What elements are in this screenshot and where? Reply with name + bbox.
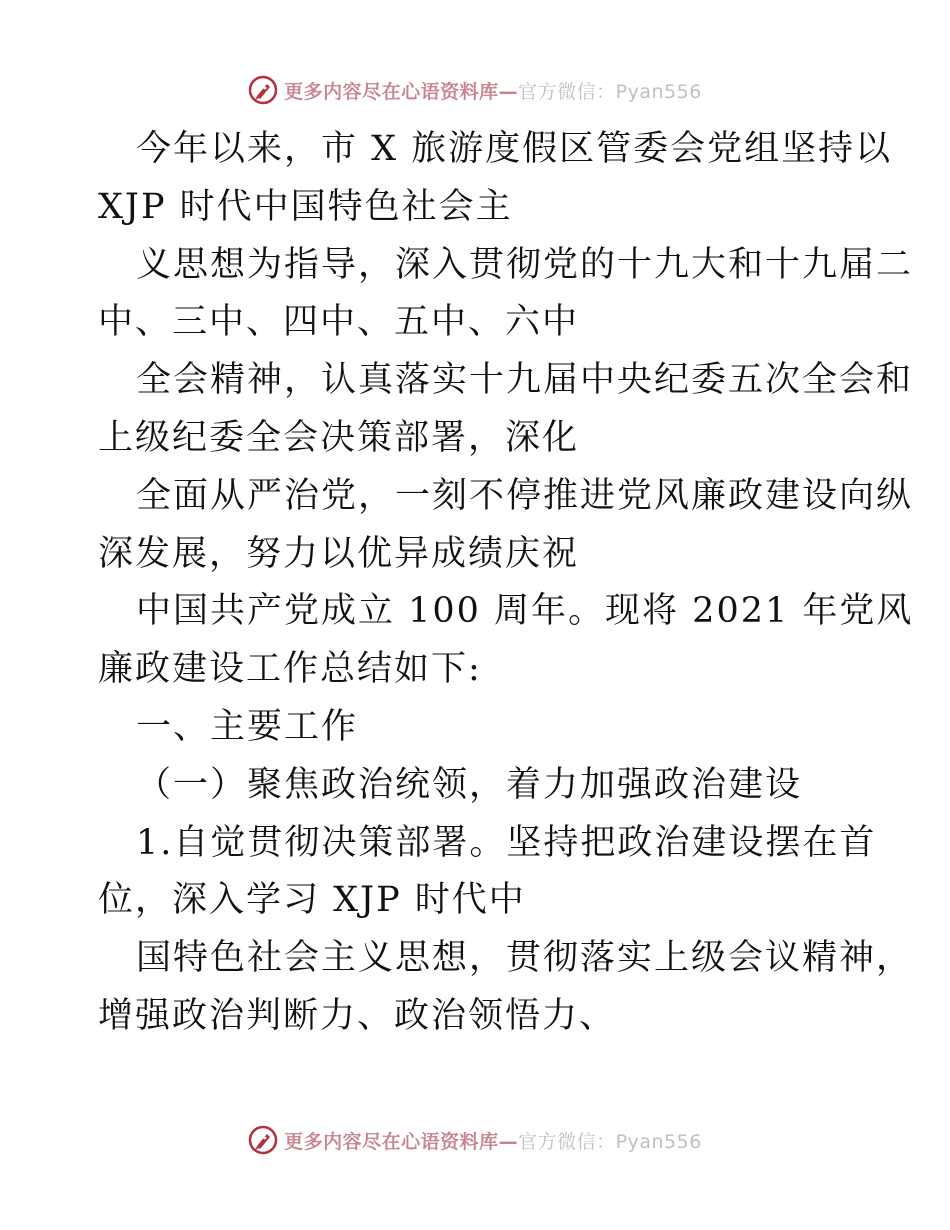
- banner-text: 更多内容尽在心语资料库—官方微信：Pyan556: [284, 1130, 702, 1153]
- wechat-text: 官方微信：Pyan556: [518, 1130, 702, 1153]
- fountain-pen-logo-icon: [248, 1125, 278, 1155]
- wechat-text: 官方微信：Pyan556: [518, 80, 702, 103]
- paragraph-line: 中国共产党成立 100 周年。现将 2021 年党风: [136, 591, 914, 632]
- paragraph-line: XJP 时代中国特色社会主: [98, 186, 513, 227]
- paragraph-line: 全面从严治党，一刻不停推进党风廉政建设向纵: [136, 475, 914, 516]
- paragraph-line: 1.自觉贯彻决策部署。坚持把政治建设摆在首: [136, 822, 877, 863]
- paragraph-line: 国特色社会主义思想，贯彻落实上级会议精神，: [136, 938, 914, 979]
- subsection-heading: （一）聚焦政治统领，着力加强政治建设: [136, 764, 803, 805]
- footer-banner: [0, 1122, 950, 1158]
- paragraph-line: 全会精神，认真落实十九届中央纪委五次全会和: [136, 360, 914, 401]
- paragraph-line: 中、三中、四中、五中、六中: [98, 302, 580, 343]
- paragraph-line: 今年以来，市 X 旅游度假区管委会党组坚持以: [136, 129, 893, 169]
- document-body: [98, 121, 914, 1046]
- paragraph-line: 位，深入学习 XJP 时代中: [98, 880, 526, 921]
- paragraph-line: 上级纪委全会决策部署，深化: [98, 417, 580, 458]
- fountain-pen-logo-icon: [248, 75, 278, 105]
- paragraph-line: 廉政建设工作总结如下:: [98, 649, 482, 690]
- paragraph-line: 深发展，努力以优异成绩庆祝: [98, 533, 580, 574]
- banner-text: 更多内容尽在心语资料库—官方微信：Pyan556: [284, 80, 702, 103]
- section-heading: 一、主要工作: [136, 706, 359, 747]
- paragraph-line: 义思想为指导，深入贯彻党的十九大和十九届二: [136, 244, 914, 285]
- paragraph-line: 增强政治判断力、政治领悟力、: [98, 995, 617, 1036]
- header-banner: [0, 72, 950, 108]
